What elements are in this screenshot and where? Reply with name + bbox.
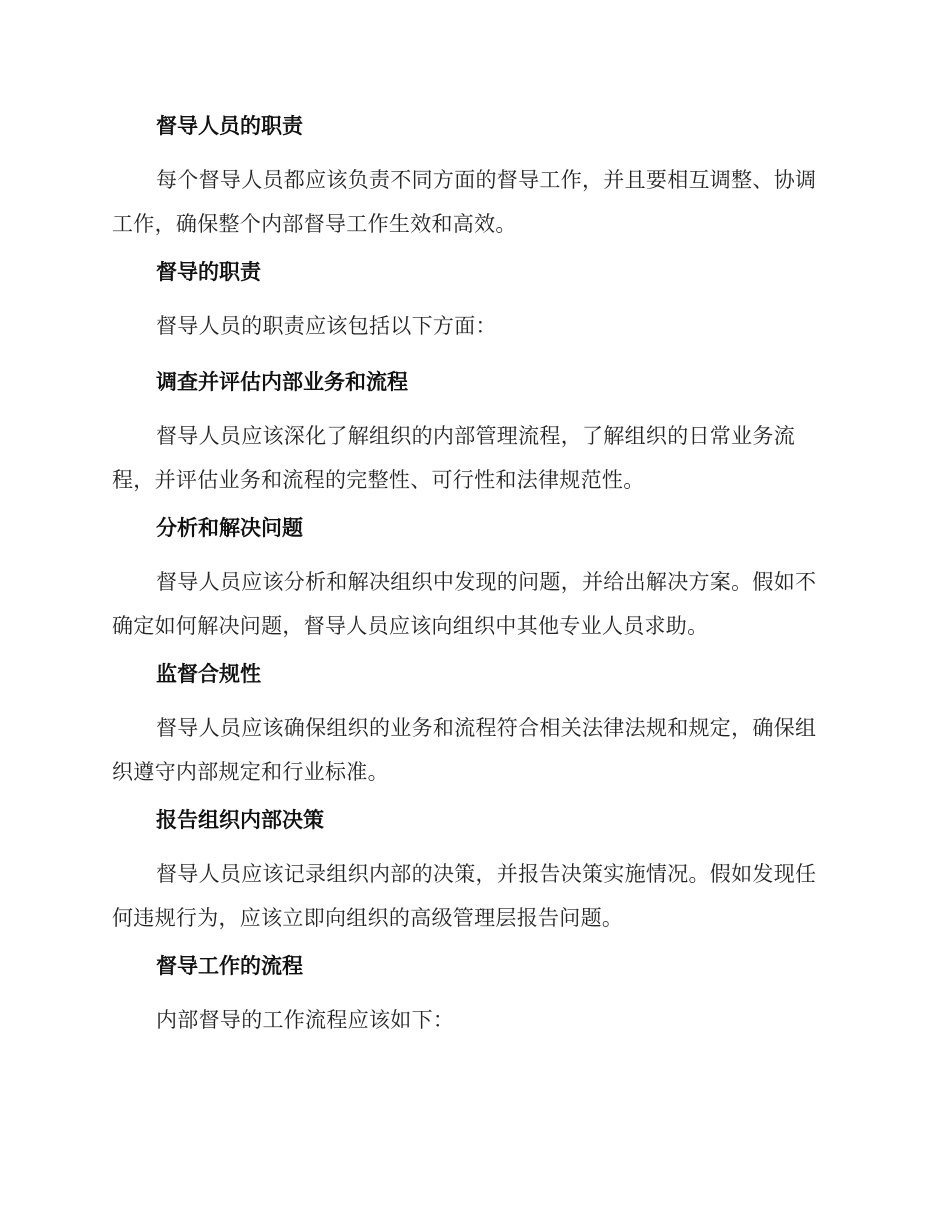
section-paragraph: 督导人员应该确保组织的业务和流程符合相关法律法规和规定，确保组织遵守内部规定和行业标准。 bbox=[112, 716, 817, 784]
document-body bbox=[112, 112, 832, 1062]
section-heading: 调查并评估内部业务和流程 bbox=[156, 370, 408, 394]
section-heading: 督导人员的职责 bbox=[156, 114, 303, 138]
section-paragraph: 内部督导的工作流程应该如下： bbox=[156, 1008, 455, 1032]
section-paragraph: 每个督导人员都应该负责不同方面的督导工作，并且要相互调整、协调工作，确保整个内部督导工作生效和高效。 bbox=[112, 168, 817, 236]
section-heading: 督导的职责 bbox=[156, 260, 261, 284]
section-paragraph: 督导人员的职责应该包括以下方面： bbox=[156, 314, 497, 338]
section-heading: 督导工作的流程 bbox=[156, 954, 303, 978]
section-paragraph: 督导人员应该深化了解组织的内部管理流程，了解组织的日常业务流程，并评估业务和流程的完整性、可行性和法律规范性。 bbox=[112, 424, 795, 492]
section-paragraph: 督导人员应该记录组织内部的决策，并报告决策实施情况。假如发现任何违规行为，应该立即向组织的高级管理层报告问题。 bbox=[112, 862, 817, 930]
section-paragraph: 督导人员应该分析和解决组织中发现的问题，并给出解决方案。假如不确定如何解决问题，督导人员应该向组织中其他专业人员求助。 bbox=[112, 570, 817, 638]
section-heading: 报告组织内部决策 bbox=[156, 808, 324, 832]
section-heading: 监督合规性 bbox=[156, 662, 261, 686]
section-heading: 分析和解决问题 bbox=[156, 516, 303, 540]
